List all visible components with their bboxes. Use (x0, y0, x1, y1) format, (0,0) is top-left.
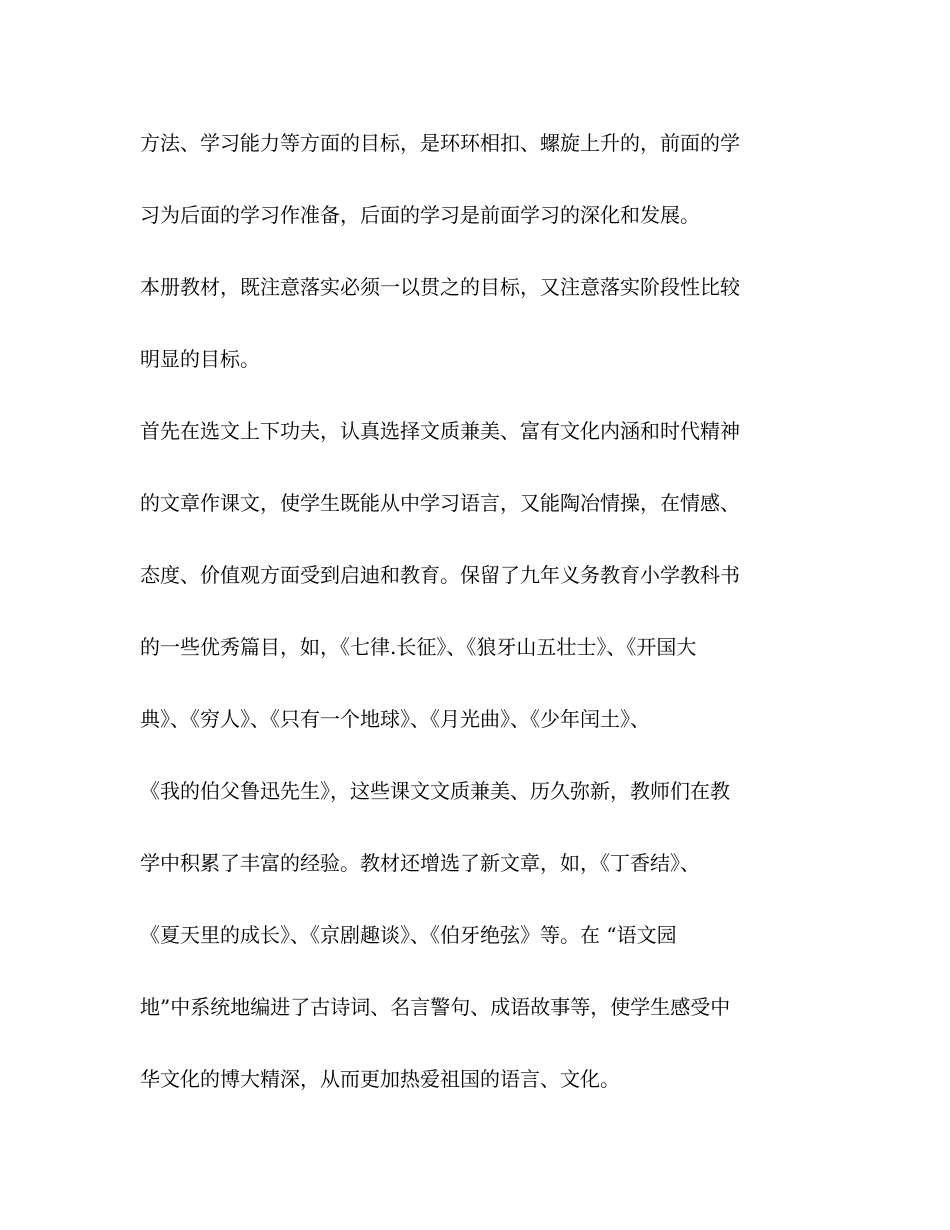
body-text (140, 121, 810, 1129)
text-line-8: 的一些优秀篇目，如，《七律.长征》、《狼牙山五壮士》、《开国大 (140, 635, 697, 659)
text-line-4: 明显的目标。 (140, 347, 260, 371)
text-line-2: 习为后面的学习作准备，后面的学习是前面学习的深化和发展。 (140, 203, 700, 227)
text-line-13: 地”中系统地编进了古诗词、名言警句、成语故事等，使学生感受中 (140, 995, 731, 1019)
text-line-10: 《我的伯父鲁迅先生》，这些课文文质兼美、历久弥新，教师们在教 (140, 779, 730, 803)
text-line-14: 华文化的博大精深，从而更加热爱祖国的语言、文化。 (140, 1067, 620, 1091)
text-line-11: 学中积累了丰富的经验。教材还增选了新文章，如，《丁香结》、 (140, 851, 700, 875)
text-line-3: 本册教材，既注意落实必须一以贯之的目标，又注意落实阶段性比较 (140, 275, 740, 299)
text-line-6: 的文章作课文，使学生既能从中学习语言，又能陶冶情操，在情感、 (140, 491, 740, 515)
text-line-9: 典》、《穷人》、《只有一个地球》、《月光曲》、《少年闰土》、 (140, 707, 650, 731)
text-line-1: 方法、学习能力等方面的目标，是环环相扣、螺旋上升的，前面的学 (140, 131, 740, 155)
text-line-5: 首先在选文上下功夫，认真选择文质兼美、富有文化内涵和时代精神 (140, 419, 740, 443)
text-line-7: 态度、价值观方面受到启迪和教育。保留了九年义务教育小学教科书 (140, 563, 740, 587)
text-line-12: 《夏天里的成长》、《京剧趣谈》、《伯牙绝弦》等。在 “语文园 (140, 923, 677, 947)
